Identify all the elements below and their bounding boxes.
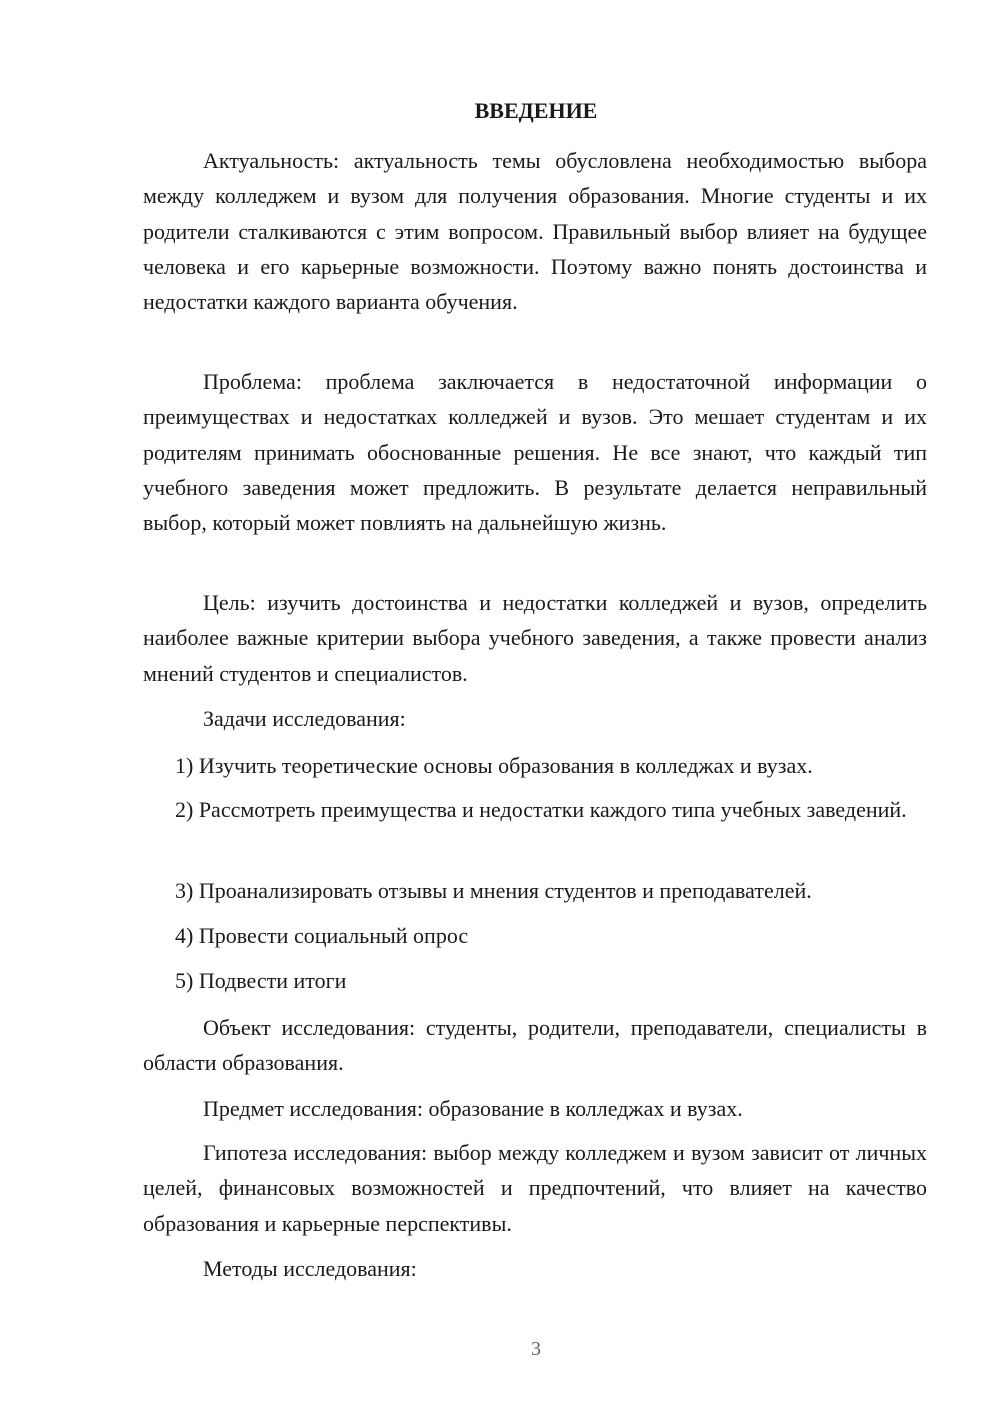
paragraph-hypothesis: Гипотеза исследования: выбор между колледжем и вузом зависит от личных целей, финансовых возможностей и предпочтений, что влияет на качество образования и карьерные перспективы. [143,1140,927,1236]
paragraph-object: Объект исследования: студенты, родители, преподаватели, специалисты в области образования. [143,1015,927,1076]
methods-heading: Методы исследования: [203,1256,417,1281]
paragraph-relevance: Актуальность: актуальность темы обусловлена необходимостью выбора между колледжем и вузом для получения образования. Многие студенты и их родители сталкиваются с этим вопросом. Правильный выбор влияет на будущее человека и его карьерные возможности. Поэтому важно понять достоинства и недостатки каждого варианта обучения. [143,148,927,315]
paragraph-subject: Предмет исследования: образование в колледжах и вузах. [203,1096,743,1121]
page-number: 3 [531,1338,541,1360]
task-item-2: 2) Рассмотреть преимущества и недостатки каждого типа учебных заведений. [175,797,907,822]
paragraph-goal: Цель: изучить достоинства и недостатки колледжей и вузов, определить наиболее важные критерии выбора учебного заведения, а также провести анализ мнений студентов и специалистов. [143,590,927,686]
tasks-heading: Задачи исследования: [203,706,406,731]
task-item-4: 4) Провести социальный опрос [175,923,469,948]
page-title: ВВЕДЕНИЕ [474,98,598,123]
task-item-1: 1) Изучить теоретические основы образования в колледжах и вузах. [175,753,813,778]
task-item-3: 3) Проанализировать отзывы и мнения студентов и преподавателей. [175,878,812,903]
paragraph-problem: Проблема: проблема заключается в недостаточной информации о преимуществах и недостатках колледжей и вузов. Это мешает студентам и их родителям принимать обоснованные решения. Не все знают, что каждый тип учебного заведения может предложить. В результате делается неправильный выбор, который может повлиять на дальнейшую жизнь. [143,369,927,536]
task-item-5: 5) Подвести итоги [175,968,347,993]
